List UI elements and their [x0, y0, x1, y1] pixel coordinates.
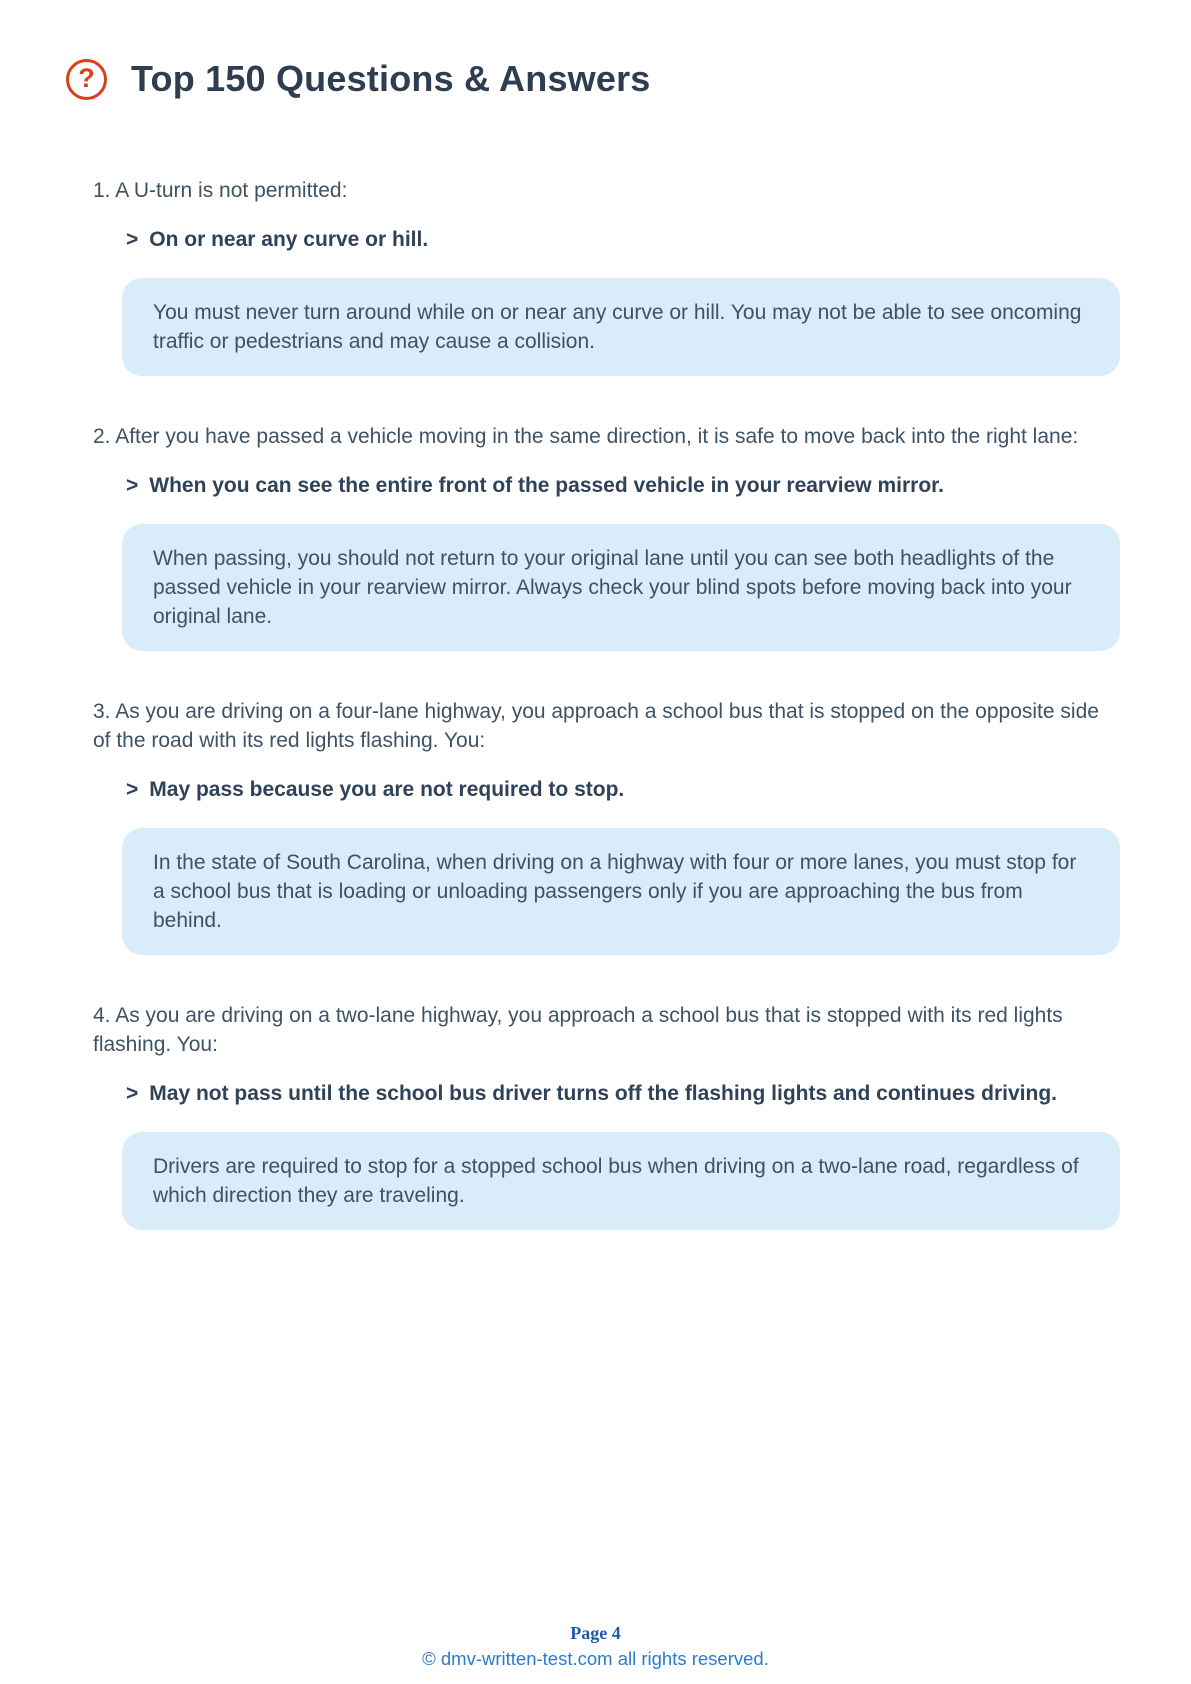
page-header [0, 0, 1191, 100]
question-text: 3. As you are driving on a four-lane highway, you approach a school bus that is stopped on the opposite side of the road with its red lights flashing. You: [93, 700, 1099, 752]
answer-text: When you can see the entire front of the passed vehicle in your rearview mirror. [149, 474, 944, 497]
page-footer [0, 1623, 1191, 1670]
question-text: 2. After you have passed a vehicle moving in the same direction, it is safe to move back into the right lane: [93, 425, 1079, 448]
answer-marker: > [126, 1082, 139, 1105]
answer-line [108, 1079, 1113, 1108]
page-number-label: Page 4 [570, 1623, 621, 1643]
qa-item-1 [93, 176, 1113, 376]
explanation-text: When passing, you should not return to your original lane until you can see both headlights of the passed vehicle in your rearview mirror. Always check your blind spots before moving back into your original lane. [153, 547, 1072, 628]
answer-line [108, 775, 1113, 804]
answer-marker: > [126, 228, 139, 251]
answer-text: May pass because you are not required to stop. [149, 778, 625, 801]
explanation-text: You must never turn around while on or near any curve or hill. You may not be able to see oncoming traffic or pedestrians and may cause a collision. [153, 301, 1082, 353]
explanation-text: In the state of South Carolina, when driving on a highway with four or more lanes, you must stop for a school bus that is loading or unloading passengers only if you are approaching the bus from behind. [153, 851, 1077, 932]
answer-line [108, 225, 1113, 254]
explanation-box [122, 1132, 1120, 1230]
answer-marker: > [126, 474, 139, 497]
explanation-box [122, 278, 1120, 376]
copyright-text: © dmv-written-test.com all rights reserved. [422, 1648, 769, 1669]
questions-list [0, 176, 1113, 1230]
answer-line [108, 471, 1113, 500]
answer-marker: > [126, 778, 139, 801]
qa-item-4 [93, 1001, 1113, 1230]
explanation-box [122, 524, 1120, 651]
explanation-box [122, 828, 1120, 955]
question-mark-glyph: ? [78, 62, 95, 93]
question-text: 1. A U-turn is not permitted: [93, 179, 348, 202]
qa-item-2 [93, 422, 1113, 651]
question-mark-circle-icon [66, 59, 107, 100]
page-title: Top 150 Questions & Answers [131, 58, 651, 99]
answer-text: May not pass until the school bus driver turns off the flashing lights and continues driving. [149, 1082, 1058, 1105]
qa-item-3 [93, 697, 1113, 955]
explanation-text: Drivers are required to stop for a stopped school bus when driving on a two-lane road, regardless of which direction they are traveling. [153, 1155, 1079, 1207]
answer-text: On or near any curve or hill. [149, 228, 429, 251]
question-text: 4. As you are driving on a two-lane highway, you approach a school bus that is stopped with its red lights flashing. You: [93, 1004, 1063, 1056]
